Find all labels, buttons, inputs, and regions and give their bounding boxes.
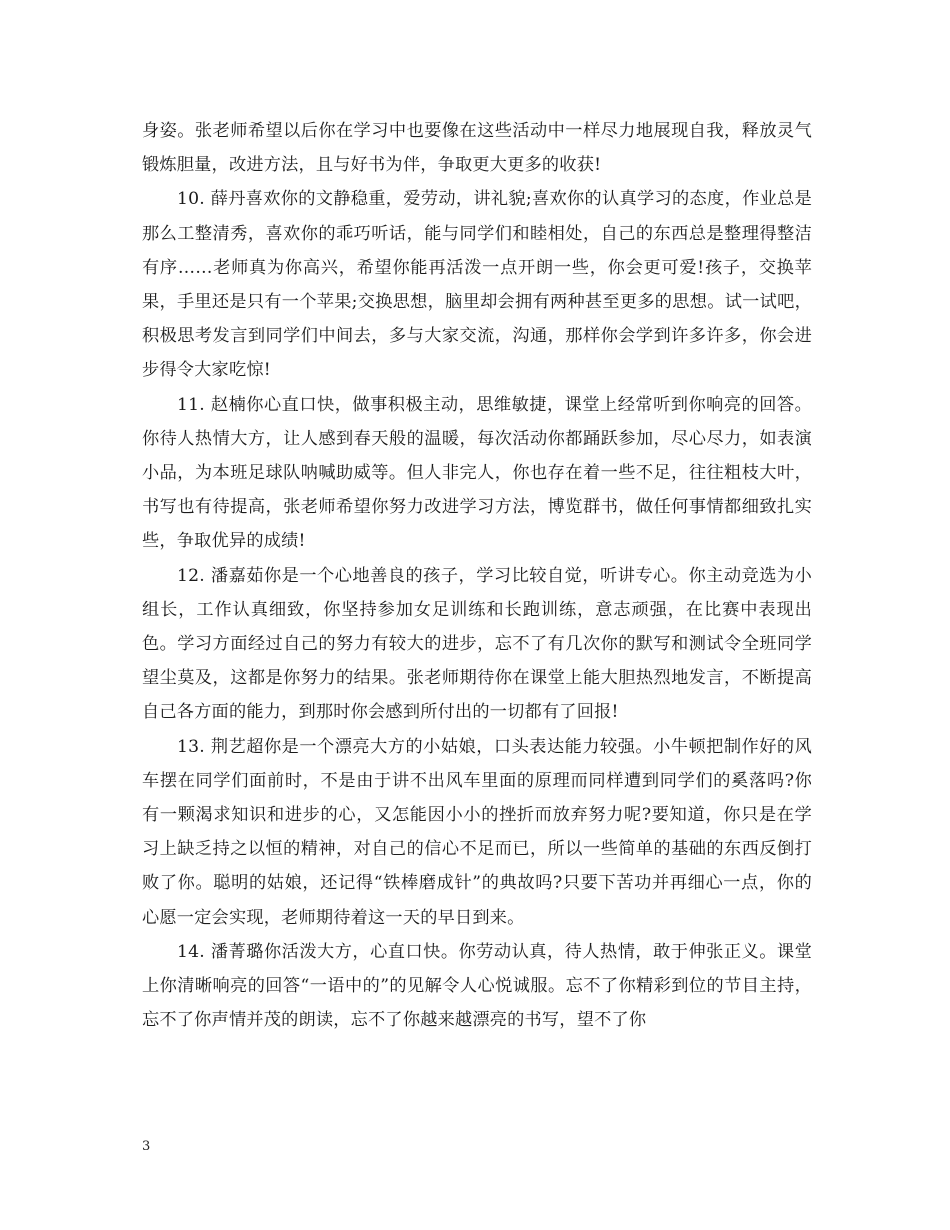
paragraph-10: 10. 薛丹喜欢你的文静稳重，爱劳动，讲礼貌;喜欢你的认真学习的态度，作业总是那么工整清秀，喜欢你的乖巧听话，能与同学们和睦相处，自己的东西总是整理得整洁有序……老师真为你高兴，希望你能再活泼一点开朗一些，你会更可爱!孩子，交换苹果，手里还是只有一个苹果;交换思想，脑里却会拥有两种甚至更多的思想。试一试吧，积极思考发言到同学们中间去，多与大家交流，沟通，那样你会学到许多许多，你会进步得令大家吃惊! [142, 189, 812, 381]
paragraph-11: 11. 赵楠你心直口快，做事积极主动，思维敏捷，课堂上经常听到你响亮的回答。你待人热情大方，让人感到春天般的温暖，每次活动你都踊跃参加，尽心尽力，如表演小品，为本班足球队呐喊助威等。但人非完人，你也存在着一些不足，往往粗枝大叶，书写也有待提高，张老师希望你努力改进学习方法，博览群书，做任何事情都细致扎实些，争取优异的成绩! [142, 394, 812, 552]
paragraph-14: 14. 潘菁璐你活泼大方，心直口快。你劳动认真，待人热情，敢于伸张正义。课堂上你清晰响亮的回答“一语中的”的见解令人心悦诚服。忘不了你精彩到位的节目主持，忘不了你声情并茂的朗读，忘不了你越来越漂亮的书写，望不了你 [142, 941, 812, 1031]
paragraph-13: 13. 荆艺超你是一个漂亮大方的小姑娘，口头表达能力较强。小牛顿把制作好的风车摆在同学们面前时，不是由于讲不出风车里面的原理而同样遭到同学们的奚落吗?你有一颗渴求知识和进步的心，又怎能因小小的挫折而放弃努力呢?要知道，你只是在学习上缺乏持之以恒的精神，对自己的信心不足而已，所以一些简单的基础的东西反倒打败了你。聪明的姑娘，还记得“铁棒磨成针”的典故吗?只要下苦功并再细心一点，你的心愿一定会实现，老师期待着这一天的早日到来。 [142, 736, 812, 928]
paragraph-continued: 身姿。张老师希望以后你在学习中也要像在这些活动中一样尽力地展现自我，释放灵气锻炼胆量，改进方法，且与好书为伴，争取更大更多的收获! [142, 121, 812, 176]
paragraph-12: 12. 潘嘉茹你是一个心地善良的孩子，学习比较自觉，听讲专心。你主动竞选为小组长，工作认真细致，你坚持参加女足训练和长跑训练，意志顽强，在比赛中表现出色。学习方面经过自己的努力有较大的进步，忘不了有几次你的默写和测试令全班同学望尘莫及，这都是你努力的结果。张老师期待你在课堂上能大胆热烈地发言，不断提高自己各方面的能力，到那时你会感到所付出的一切都有了回报! [142, 565, 812, 723]
page-number: 3 [142, 1139, 151, 1154]
document-body [142, 114, 812, 1037]
